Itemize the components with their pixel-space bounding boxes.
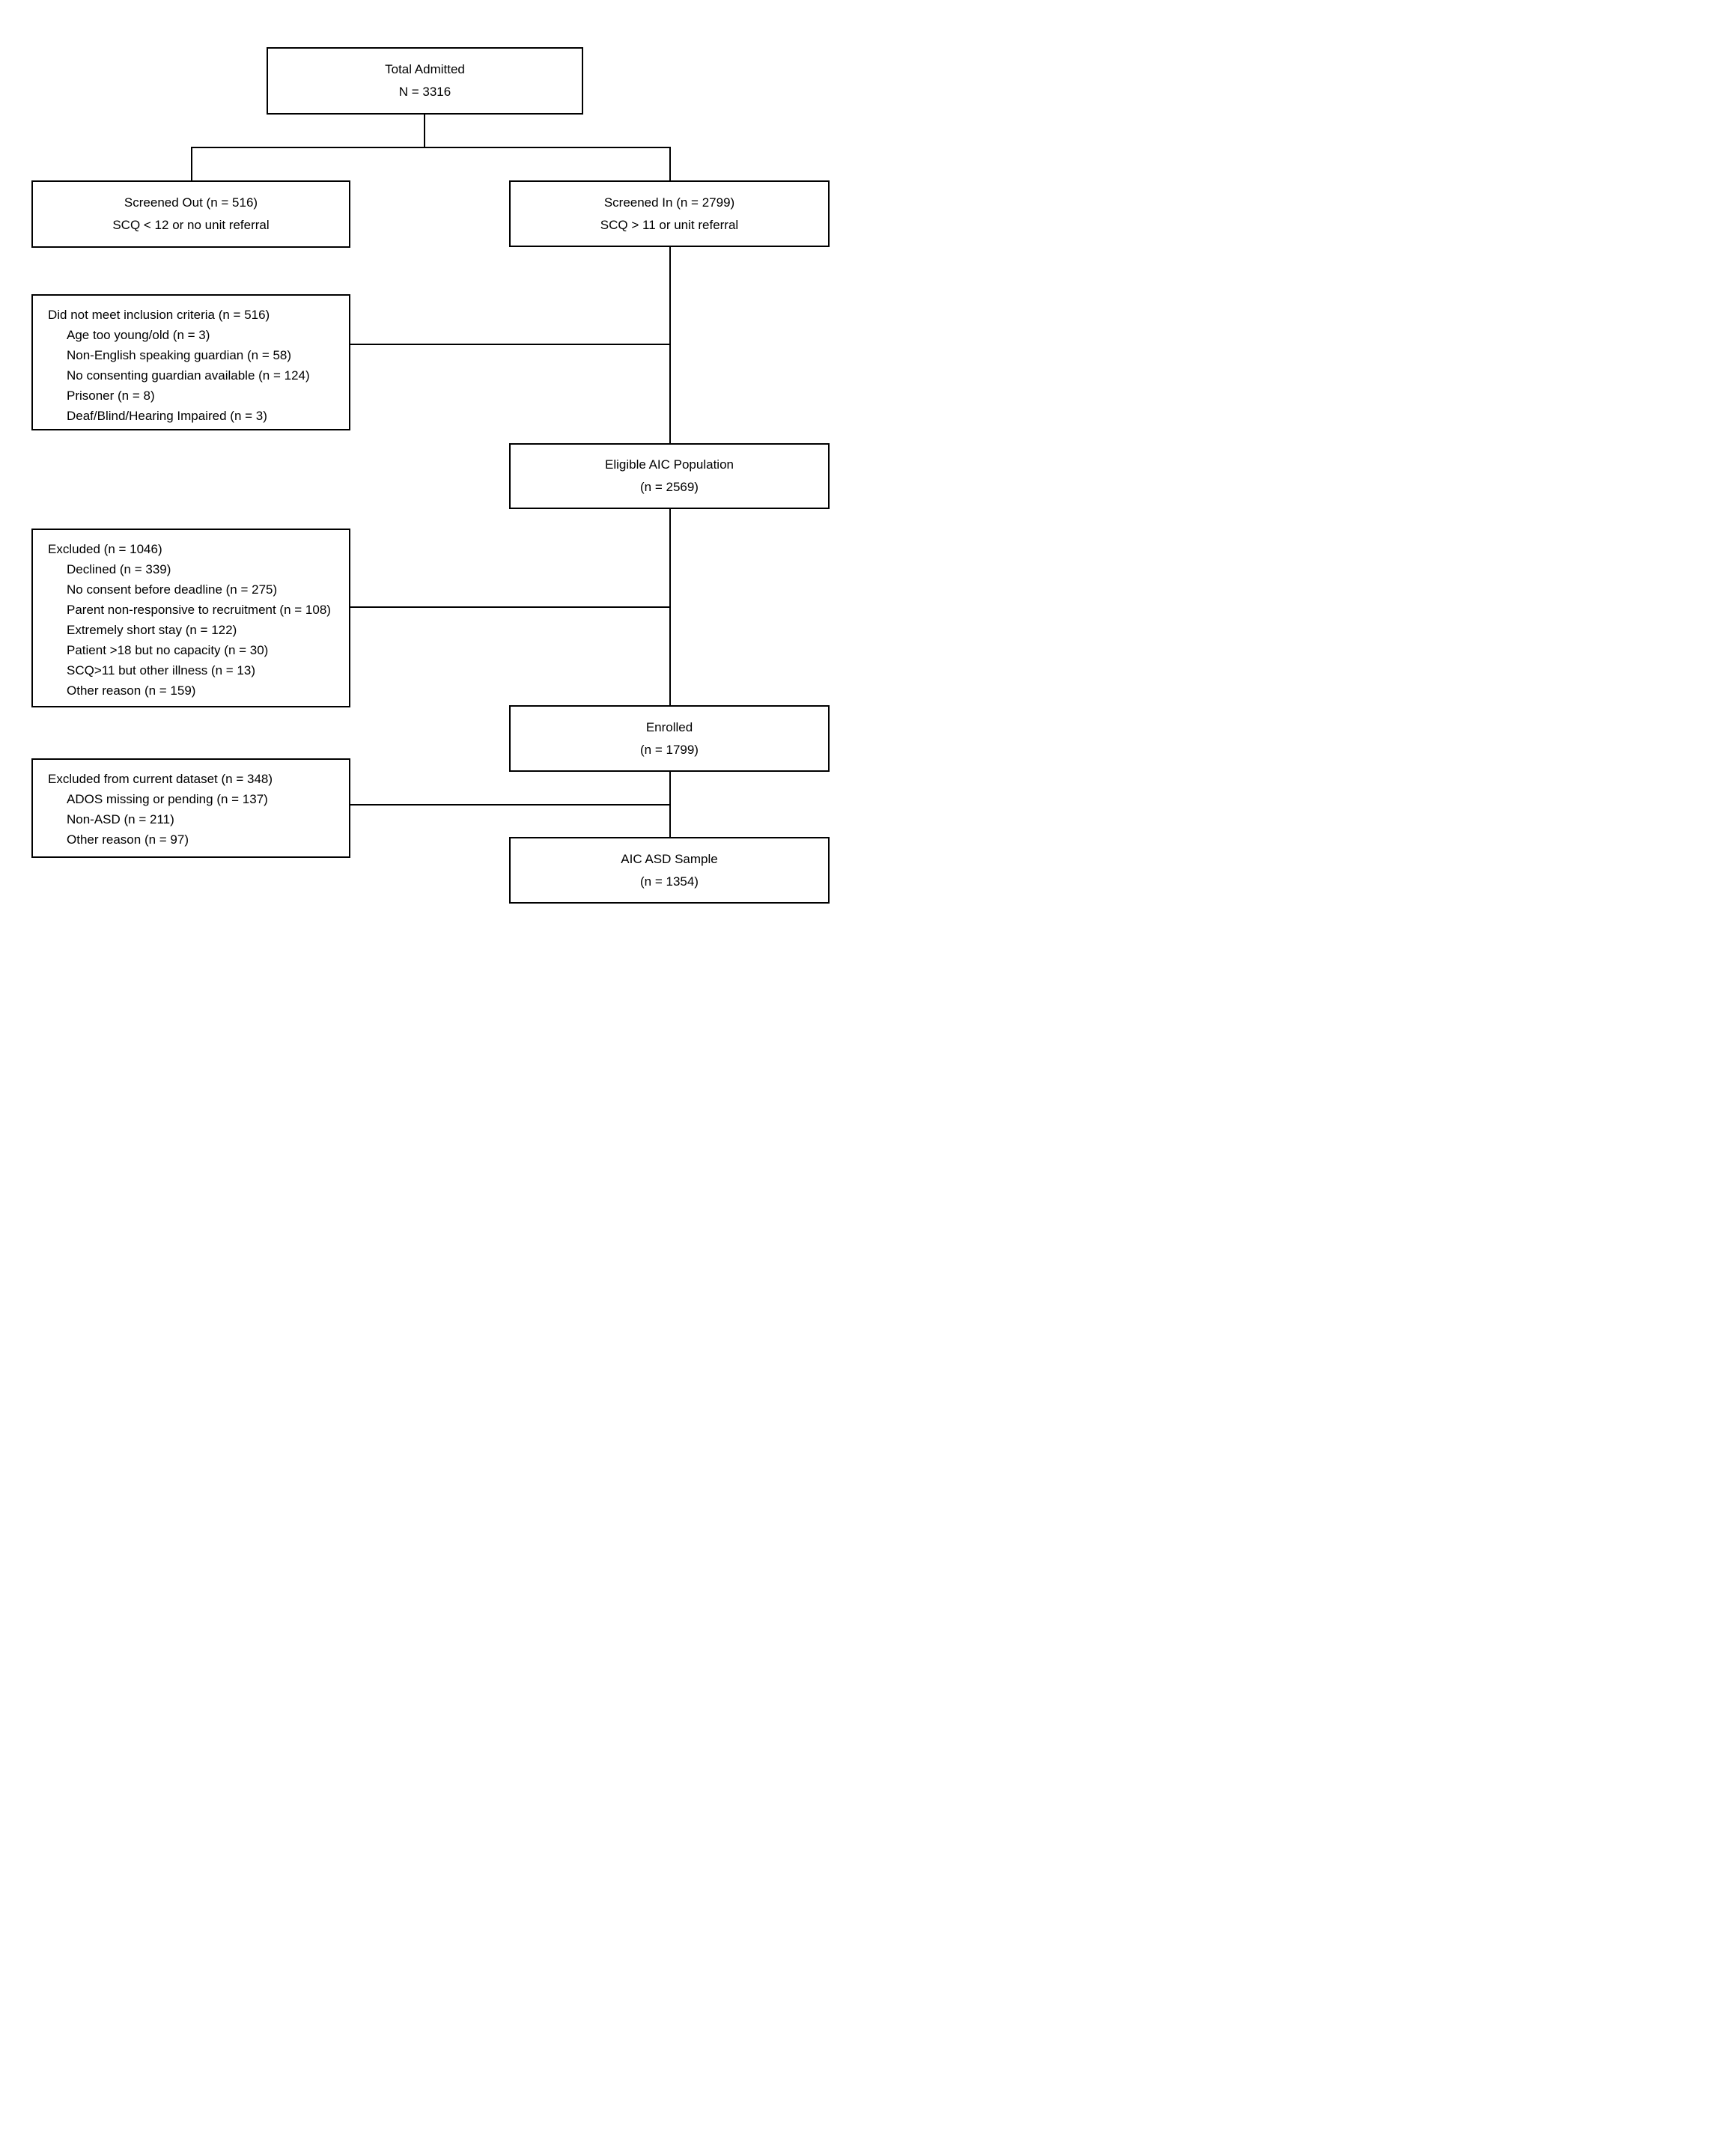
box-title: Enrolled [645, 719, 693, 734]
box-count: (n = 1354) [640, 874, 699, 889]
list-item: No consenting guardian available (n = 124) [67, 368, 310, 383]
list-item: Non-ASD (n = 211) [67, 812, 174, 826]
box-eligible-population [509, 443, 830, 509]
box-title: Screened Out (n = 516) [124, 195, 258, 210]
list-item: Non-English speaking guardian (n = 58) [67, 348, 292, 362]
box-screened-out [31, 180, 350, 248]
flow-diagram [0, 0, 862, 1078]
box-header: Excluded from current dataset (n = 348) [48, 772, 273, 786]
list-item: Other reason (n = 159) [67, 683, 196, 698]
connector-branch-not-meet [350, 344, 671, 345]
list-item: Other reason (n = 97) [67, 832, 189, 847]
box-title: Total Admitted [385, 62, 465, 76]
list-item: Patient >18 but no capacity (n = 30) [67, 643, 269, 657]
box-title: Eligible AIC Population [604, 457, 734, 472]
list-item: ADOS missing or pending (n = 137) [67, 792, 268, 806]
connector-trunk-1 [669, 247, 671, 444]
list-item: Declined (n = 339) [67, 562, 171, 576]
box-title: AIC ASD Sample [621, 851, 718, 866]
list-item: No consent before deadline (n = 275) [67, 582, 278, 597]
box-excluded-dataset [31, 758, 350, 858]
connector-top-drop [424, 114, 425, 148]
connector-split-horizontal [191, 147, 671, 148]
box-enrolled [509, 705, 830, 772]
connector-right-drop [669, 147, 671, 181]
box-not-meet-criteria [31, 294, 350, 430]
box-aic-asd-sample [509, 837, 830, 904]
list-item: Parent non-responsive to recruitment (n = 108) [67, 603, 331, 617]
connector-branch-excluded [350, 606, 671, 608]
box-title: Screened In (n = 2799) [603, 195, 735, 210]
box-count: N = 3316 [398, 85, 451, 99]
list-item: Extremely short stay (n = 122) [67, 623, 237, 637]
box-screened-in [509, 180, 830, 247]
list-item: Prisoner (n = 8) [67, 389, 155, 403]
list-item: Deaf/Blind/Hearing Impaired (n = 3) [67, 409, 267, 423]
box-header: Excluded (n = 1046) [48, 542, 162, 556]
box-count: (n = 2569) [640, 480, 699, 494]
box-total-admitted [267, 47, 583, 115]
list-item: Age too young/old (n = 3) [67, 328, 210, 342]
box-header: Did not meet inclusion criteria (n = 516) [48, 308, 270, 322]
box-excluded [31, 529, 350, 707]
box-count: (n = 1799) [640, 742, 699, 757]
connector-left-drop [191, 147, 192, 181]
box-subtitle: SCQ < 12 or no unit referral [112, 218, 270, 232]
list-item: SCQ>11 but other illness (n = 13) [67, 663, 255, 677]
box-subtitle: SCQ > 11 or unit referral [600, 217, 739, 232]
connector-branch-excluded-dataset [350, 804, 671, 806]
